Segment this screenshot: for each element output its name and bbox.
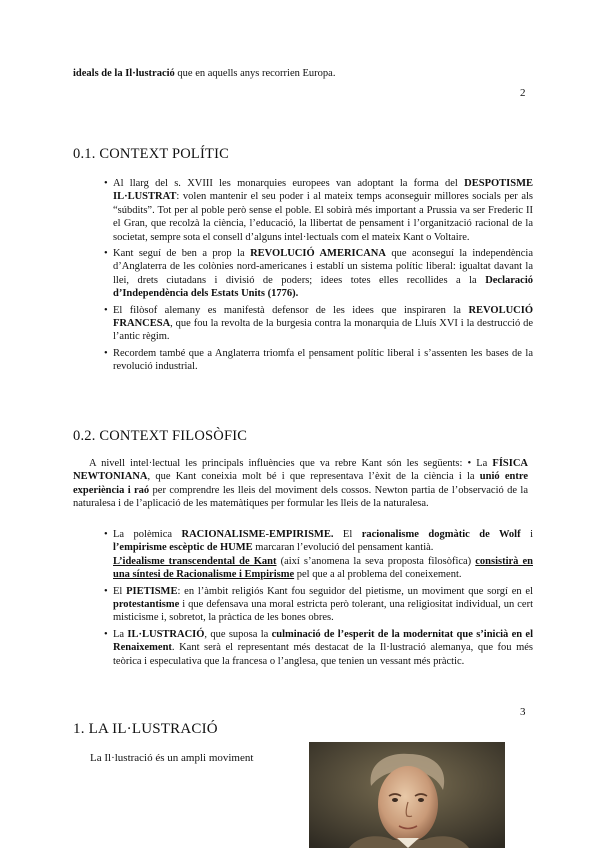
page-number: 3 xyxy=(520,706,526,718)
list-item: • El filòsof alemany es manifestà defensor de les idees que inspiraren la REVOLUCIÓ FRANCESA, que fou la revolta de la burgesia contra la monarquia de Lluís XVI i la destrucció de l’antic règim. xyxy=(104,304,533,343)
list-item: • Al llarg del s. XVIII les monarquies europees van adoptant la forma del DESPOTISME IL·LUSTRAT: volen mantenir el seu poder i al mateix temps aconseguir millores socials per als “súbdits”. Tot per al poble però sense el poble. El sobirà més important a Prussia va ser Frederic II el Gran, que recolzà la ciència, l’educació, la llibertat de pensament i l’organització racional de la societat, sempre sota el consell d’alguns intel·lectuals com el mateix Kant o Voltaire. xyxy=(104,178,533,243)
politic-list xyxy=(104,177,534,377)
list-item: • Recordem també que a Anglaterra triomfa el pensament polític liberal i s’assenten les bases de la revolució industrial. xyxy=(104,347,533,373)
list-item: • Kant seguí de ben a prop la REVOLUCIÓ AMERICANA que aconseguí la independència d’Anglaterra de les colònies nord-americanes i establí un sistema polític liberal: igualtat davant la llei, drets ciutadans i divisió de poders; idees totes elles recollides a la Declaració d’Independència dels Estats Units (1776). xyxy=(104,248,534,300)
filosofic-list xyxy=(104,528,533,671)
continued-text: ideals de la Il·lustració que en aquells anys recorrien Europa. xyxy=(73,68,336,79)
illustracio-lead: La Il·lustració és un ampli moviment xyxy=(90,752,254,764)
filosofic-intro: A nivell intel·lectual les principals influències que va rebre Kant són les següents: • La FÍSICA NEWTONIANA, que Kant coneixia molt bé i que representava l’èxit de la ciència i la unió entre experiència i raó per comprendre les lleis del moviment dels cossos. Newton partia de l’observació de la naturalesa i de l’aplicació de les matemàtiques per formular les lleis de la naturalesa. xyxy=(73,458,528,510)
section-title-context-politic: 0.1. CONTEXT POLÍTIC xyxy=(73,146,229,162)
section-title-illustracio: 1. LA IL·LUSTRACIÓ xyxy=(73,721,218,737)
section-title-context-filosofic: 0.2. CONTEXT FILOSÒFIC xyxy=(73,428,248,444)
list-item: • La IL·LUSTRACIÓ, que suposa la culminació de l’esperit de la modernitat que s’inicià en el Renaixement. Kant serà el representant més destacat de la Il·lustració alemanya, que fou més teòrica i especulativa que la francesa o l’anglesa, que tenien un vessant més pràctic. xyxy=(104,628,533,667)
page-number: 2 xyxy=(520,87,526,99)
portrait-image xyxy=(309,742,505,848)
list-item: • La polèmica RACIONALISME-EMPIRISME. El racionalisme dogmàtic de Wolf i l’empirisme escèptic de HUME marcaran l’evolució del pensament kantià. L’idealisme transcendental de Kant (així s’anomena la seva proposta filosòfica) consistirà en una síntesi de Racionalisme i Empirisme pel que a al problema del coneixement. xyxy=(104,529,533,581)
list-item: • El PIETISME: en l’àmbit religiós Kant fou seguidor del pietisme, un moviment que sorgí en el protestantisme i que defensava una moral estricta però tolerant, una religiositat individual, un cert misticisme i, sobretot, la pràctica de les bones obres. xyxy=(104,585,533,624)
